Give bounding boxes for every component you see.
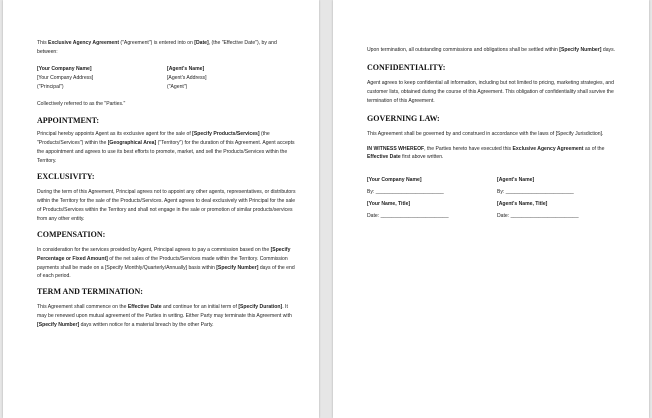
- company-name: [Your Company Name]: [37, 65, 92, 72]
- governing-law-heading: GOVERNING LAW:: [367, 113, 440, 123]
- appointment-heading: APPOINTMENT:: [37, 116, 100, 126]
- document-page-1: [3, 0, 319, 418]
- signature-date-line[interactable]: Date: ________________________: [367, 213, 449, 220]
- governing-law-paragraph: This Agreement shall be governed by and construed in accordance with the laws of [Specify Jurisdiction].: [367, 130, 604, 137]
- company-signature: [367, 174, 497, 222]
- principal-block: [37, 65, 167, 92]
- intro-paragraph: [37, 39, 297, 57]
- termination-continued: Upon termination, all outstanding commissions and obligations shall be settled within [Specify Number] days.: [367, 47, 616, 53]
- appointment-paragraph: Principal hereby appoints Agent as its exclusive agent for the sale of [Specify Products/Services] (the "Products/Services") within the [Geographical Area] ("Territory") for the duration of this Agreement. Agent accepts the appointment and agrees to use its best efforts to promote, market, and sell the Products/Services within the Territory.: [37, 131, 295, 165]
- agent-block: [167, 65, 297, 92]
- date-placeholder: [Date]: [194, 40, 209, 46]
- exclusivity-heading: EXCLUSIVITY:: [37, 172, 95, 182]
- signature-company-name: [Your Company Name]: [367, 177, 422, 184]
- agent-address: [Agent's Address]: [167, 74, 207, 81]
- compensation-heading: COMPENSATION:: [37, 229, 106, 239]
- term-paragraph: This Agreement shall commence on the Effective Date and continue for an initial term of [Specify Duration]. It may be renewed upon mutual agreement of the Parties in writing. Either Party may terminate this Agreement with [Specify Number] days written notice for a material breach by the other Party.: [37, 304, 292, 329]
- intro-text: , (the "Effective Date"), by and between:: [37, 40, 277, 55]
- signature-date-line[interactable]: Date: ________________________: [497, 213, 579, 220]
- exclusivity-paragraph: During the term of this Agreement, Principal agrees not to appoint any other agents, representatives, or distributors within the Territory for the sale of the Products/Services. Agent agrees to deal exclusively with Principal for the sale of Products/Services within the Territory and shall not engage in the sale or promotion of similar products/services from any other entity.: [37, 189, 296, 222]
- signature-block: [367, 174, 627, 222]
- agent-name: [Agent's Name]: [167, 65, 205, 72]
- document-page-2: [333, 0, 649, 418]
- agent-signature: [497, 174, 627, 222]
- intro-text: This: [37, 40, 49, 46]
- intro-text: ("Agreement") is entered into on: [119, 40, 195, 46]
- collectively-text: Collectively referred to as the "Parties.": [37, 100, 126, 107]
- signature-by-line[interactable]: By: ________________________: [497, 189, 574, 196]
- agent-role: ("Agent"): [167, 83, 188, 90]
- signature-by-line[interactable]: By: ________________________: [367, 189, 444, 196]
- parties-block: [37, 65, 297, 92]
- agreement-name: Exclusive Agency Agreement: [48, 40, 120, 46]
- witness-paragraph: IN WITNESS WHEREOF, the Parties hereto have executed this Exclusive Agency Agreement as of the Effective Date first above written.: [367, 145, 605, 161]
- confidentiality-paragraph: Agent agrees to keep confidential all information, including but not limited to pricing, marketing strategies, and customer lists, obtained during the course of this Agreement. This obligation of confidentiality shall survive the termination of this Agreement.: [367, 79, 614, 104]
- term-heading: TERM AND TERMINATION:: [37, 287, 143, 297]
- compensation-paragraph: In consideration for the services provided by Agent, Principal agrees to pay a commission based on the [Specify Percentage or Fixed Amount] of the net sales of the Products/Services made within the Territory. Commission payments shall be made on a [Specify Monthly/Quarterly/Annually] basis within [Specify Number] days of the end of each period.: [37, 246, 295, 280]
- company-role: ("Principal"): [37, 83, 64, 90]
- signature-name-title: [Your Name, Title]: [367, 201, 411, 208]
- confidentiality-heading: CONFIDENTIALITY:: [367, 62, 446, 72]
- company-address: [Your Company Address]: [37, 74, 94, 81]
- signature-name-title: [Agent's Name, Title]: [497, 201, 548, 208]
- signature-agent-name: [Agent's Name]: [497, 177, 535, 184]
